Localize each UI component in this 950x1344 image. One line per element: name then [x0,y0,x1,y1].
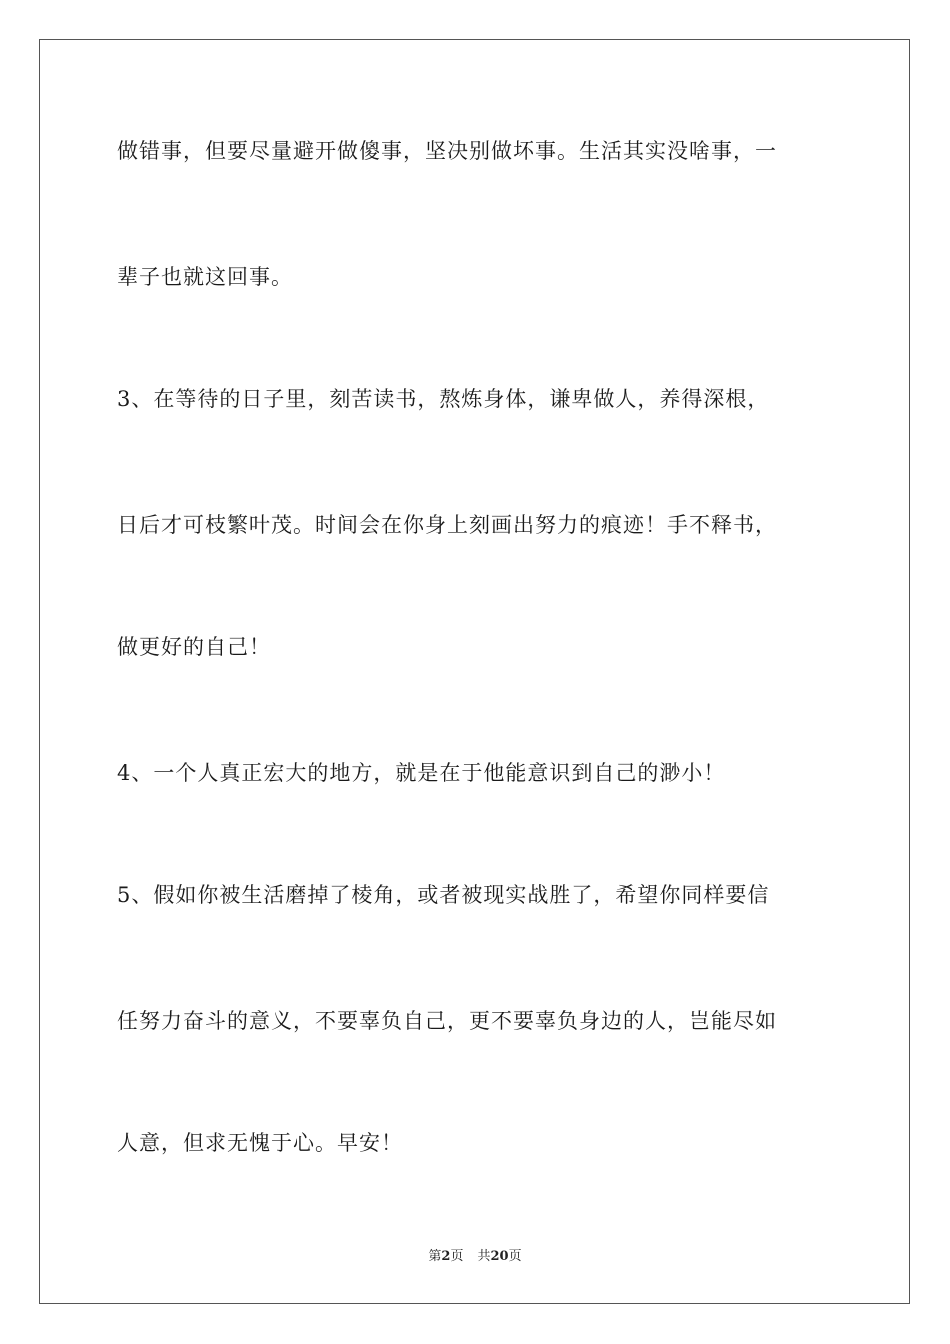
page-frame [39,39,910,1304]
body-line-3: 3、在等待的日子里，刻苦读书，熬炼身体，谦卑做人，养得深根， [117,387,770,411]
total-suffix: 页 [508,1249,522,1264]
body-line-1: 做错事，但要尽量避开做傻事，坚决别做坏事。生活其实没啥事，一 [117,139,777,163]
page-footer [0,1248,950,1266]
body-line-6: 4、一个人真正宏大的地方，就是在于他能意识到自己的渺小！ [117,761,726,785]
body-line-8: 任努力奋斗的意义，不要辜负自己，更不要辜负身边的人，岂能尽如 [117,1009,777,1033]
body-line-7: 5、假如你被生活磨掉了棱角，或者被现实战胜了，希望你同样要信 [117,883,770,907]
page-total: 20 [490,1249,509,1264]
page-prefix: 第 [428,1249,442,1264]
total-prefix: 共 [477,1249,491,1264]
body-line-9: 人意，但求无愧于心。早安！ [117,1131,403,1155]
body-line-5: 做更好的自己！ [117,635,271,659]
body-line-4: 日后才可枝繁叶茂。时间会在你身上刻画出努力的痕迹！手不释书， [117,513,777,537]
body-line-2: 辈子也就这回事。 [117,265,293,289]
page-current: 2 [441,1249,451,1264]
page-suffix: 页 [450,1249,464,1264]
